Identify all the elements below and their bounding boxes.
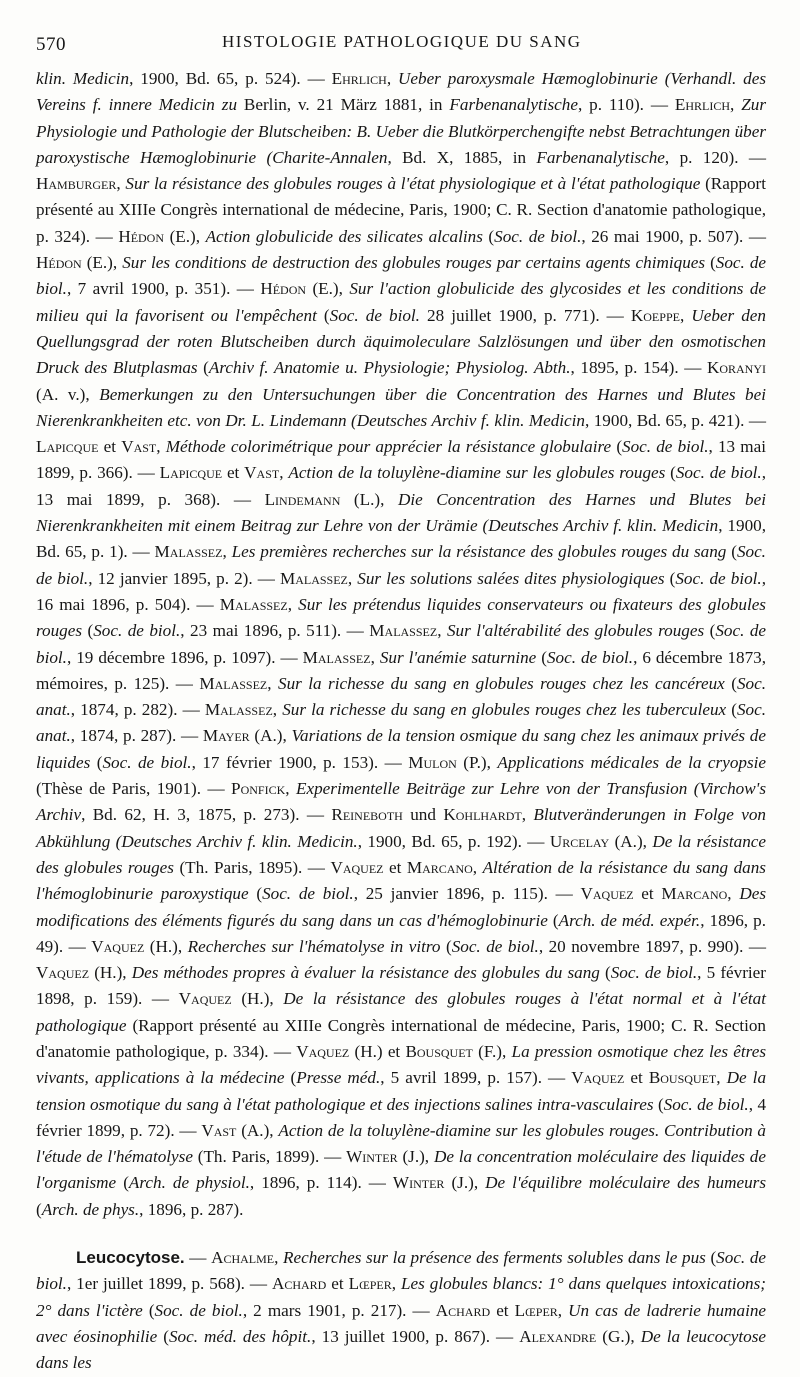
citation-text: , [679, 305, 692, 325]
work-title: Action globulicide des silicates alcalins [205, 226, 483, 246]
author-name: Vast [121, 437, 157, 457]
work-title: Recherches sur la présence des ferments solubles dans le pus [283, 1248, 706, 1268]
citation-text: , 23 mai 1896, p. 511). — [180, 621, 370, 641]
page-header [36, 26, 766, 66]
author-name: Achard [271, 1274, 327, 1294]
citation-text: et [633, 884, 662, 904]
author-name: Lapicque [159, 463, 223, 483]
citation-text: et [624, 1068, 649, 1088]
work-title: Soc. de biol. [36, 542, 766, 588]
author-name: Winter [346, 1147, 398, 1167]
author-name: Urcelay [549, 831, 610, 851]
citation-text: , 6 décembre 1873, mémoires, p. 125). — [36, 647, 767, 693]
author-name: Mayer [202, 726, 250, 746]
work-title: Soc. de biol. [675, 463, 762, 483]
citation-text: (J.), [397, 1147, 434, 1167]
work-title: Soc. méd. des hôpit. [168, 1326, 312, 1346]
work-title: Presse méd. [296, 1068, 381, 1088]
bibliography-paragraph-leucocytose [36, 1245, 766, 1376]
work-title: Soc. de biol. [622, 437, 709, 457]
citation-text: (P.), [456, 752, 498, 772]
citation-text: Berlin, v. 21 März 1881, in [237, 95, 450, 115]
work-title: De la résistance des globules rouges à l'état normal et à l'état pathologique [36, 989, 766, 1035]
citation-text: ( [547, 910, 559, 930]
citation-text: ( [726, 700, 737, 720]
citation-text: , [727, 884, 740, 904]
author-name: Ehrlich [331, 69, 387, 88]
work-title: Sur les solutions salées dites physiologiques [357, 568, 665, 588]
citation-text: (J.), [444, 1173, 486, 1193]
citation-text: ( [724, 673, 737, 693]
work-title: De la tension osmotique du sang à l'état pathologique et des injections salines intra-vasculaires [36, 1068, 767, 1114]
author-name: Marcano [406, 857, 473, 877]
citation-text: , [279, 463, 289, 483]
work-title: Sur les prétendus liquides conservateurs ou fixateurs des globules rouges [36, 594, 766, 641]
work-title: De l'équilibre moléculaire des humeurs [485, 1173, 766, 1193]
author-name: Reineboth [331, 805, 403, 825]
citation-text: , [272, 700, 283, 720]
citation-text: , [285, 779, 297, 799]
work-title: Sur la richesse du sang en globules rouges chez les tuberculeux [282, 700, 727, 720]
author-name: Vaquez [178, 989, 232, 1009]
work-title: Sur l'action globulicide des glycosides et les conditions de milieu qui la favorisent ou l'empêchent [36, 279, 767, 325]
citation-text: (G.), [596, 1326, 641, 1346]
citation-text: , 1895, p. 154). — [570, 358, 707, 378]
citation-text: ( [197, 358, 209, 378]
citation-text: , [391, 1274, 401, 1294]
work-title: Des méthodes propres à évaluer la résistance des globules du sang [131, 963, 600, 983]
citation-text: (H.), [144, 936, 188, 956]
citation-text: , p. 110). — [577, 95, 675, 115]
citation-text: ( [116, 1173, 129, 1193]
citation-text: ( [248, 884, 263, 904]
citation-text: , 12 janvier 1895, p. 2). — [88, 568, 280, 588]
citation-text: (F.), [472, 1041, 512, 1061]
citation-text: (Th. Paris, 1895). — [173, 857, 331, 877]
citation-text: et [490, 1300, 515, 1320]
citation-text: (H.), [231, 989, 284, 1009]
work-title: Soc. de biol. [154, 1300, 243, 1320]
author-name: Hédon [260, 279, 307, 299]
citation-text: ( [316, 305, 330, 325]
citation-text: , 26 mai 1900, p. 507). — [581, 226, 766, 246]
work-title: Soc. de biol. [93, 621, 181, 641]
work-title: Soc. de biol. [675, 568, 762, 588]
work-title: Soc. de biol. [663, 1094, 749, 1114]
citation-text: , [521, 805, 534, 825]
citation-text: , [370, 647, 380, 667]
citation-text: , [287, 594, 299, 614]
author-name: Lœper [348, 1274, 392, 1294]
author-name: Koeppe [630, 305, 680, 325]
page-number: 570 [36, 34, 66, 55]
citation-text: , [472, 857, 483, 877]
author-name: Malassez [154, 542, 223, 562]
citation-text: ( [611, 437, 623, 457]
citation-text: , 1874, p. 287). — [70, 726, 203, 746]
author-name: Malassez [279, 568, 348, 588]
author-name: Vaquez [571, 1068, 625, 1088]
work-title: Blutveränderungen in Folge von Abkühlung (Deutsches Archiv f. klin. Medicin. [36, 805, 767, 851]
citation-text: ( [599, 963, 611, 983]
citation-text: (E.), [306, 279, 350, 299]
citation-text: 28 juillet 1900, p. 771). — [419, 305, 631, 325]
work-title: De la résistance des globules rouges [36, 831, 767, 877]
citation-text: (Thèse de Paris, 1901). — [36, 779, 232, 799]
citation-text: (Rapport présenté au XIIIe Congrès international de médecine, Paris, 1900; C. R. Section d'anatomie pathologique, p. 324). — [36, 174, 766, 246]
citation-text: , 19 décembre 1896, p. 1097). — [66, 647, 303, 667]
work-title: Soc. de biol. [36, 621, 766, 667]
author-name: Bousquet [648, 1068, 717, 1088]
citation-text: — [189, 1248, 212, 1268]
author-name: Achard [435, 1300, 491, 1320]
citation-text: ( [664, 568, 676, 588]
citation-text: , 13 mai 1899, p. 366). — [36, 437, 766, 483]
citation-text: , 1900, Bd. 65, p. 421). — [584, 410, 766, 430]
author-name: Lindemann [264, 489, 341, 509]
author-name: Koranyi [706, 358, 767, 378]
citation-text: , [437, 621, 447, 641]
citation-text: ( [482, 226, 495, 246]
citation-text: et [383, 857, 407, 877]
citation-text: (H.) et [349, 1041, 406, 1061]
citation-text: ( [157, 1326, 169, 1346]
work-title: Soc. de biol. [36, 1248, 767, 1294]
work-title: Farbenanalytische [536, 147, 665, 167]
author-name: Lœper [514, 1300, 558, 1320]
work-title: Soc. de biol. [610, 963, 698, 983]
work-title: Ueber den Quellungsgrad der roten Blutscheiben durch äquimoleculare Salzlösungen und über den osmotischen Druck des Blutplasmas [36, 305, 766, 378]
work-title: Sur l'anémie saturnine [379, 647, 537, 667]
citation-text: , [156, 437, 166, 457]
author-name: Bousquet [405, 1041, 473, 1061]
work-title: Arch. de physiol. [128, 1173, 250, 1193]
citation-text: , 2 mars 1901, p. 217). — [242, 1300, 436, 1320]
citation-text: , 17 février 1900, p. 153). — [191, 752, 409, 772]
work-title: Des modifications des éléments figurés du sang dans un cas d'hémoglobinurie [36, 884, 766, 930]
author-name: Hédon [36, 253, 82, 273]
author-name: Mulon [408, 752, 457, 772]
citation-text: (L.), [340, 489, 398, 509]
citation-text: (A. v.), [36, 384, 100, 404]
citation-text: , 7 avril 1900, p. 351). — [66, 279, 261, 299]
work-title: Zur Physiologie und Pathologie der Blutscheiben: B. Ueber die Blutkörperchengifte nebst Betrachtungen über paroxystische Hæmoglobinurie (Charite-Annalen [36, 95, 766, 167]
work-title: Soc. de biol. [451, 936, 539, 956]
bibliography-paragraph [36, 66, 766, 1223]
citation-text: , 25 janvier 1896, p. 115). — [353, 884, 581, 904]
citation-text: ( [82, 621, 94, 641]
section-title: Leucocytose. [76, 1248, 185, 1268]
citation-text: , [267, 673, 278, 693]
work-title: Ueber paroxysmale Hæmoglobinurie (Verhandl. des Vereins f. innere Medicin zu [36, 69, 767, 115]
work-title: Altération de la résistance du sang dans l'hémoglobinurie paroxystique [36, 857, 766, 904]
citation-text: ( [653, 1094, 664, 1114]
author-name: Malassez [302, 647, 371, 667]
citation-text: (A.), [609, 831, 653, 851]
citation-text: , Bd. 62, H. 3, 1875, p. 273). — [81, 805, 332, 825]
author-name: Vaquez [580, 884, 634, 904]
work-title: klin. Medicin [36, 69, 130, 88]
author-name: Malassez [369, 621, 438, 641]
work-title: Die Concentration des Harnes und Blutes bei Nierenkrankheiten mit einem Beitrag zur Lehre von der Urämie (Deutsches Archiv f. klin. Medicin [36, 489, 766, 536]
citation-text: ( [536, 647, 547, 667]
citation-text: , Bd. X, 1885, in [387, 147, 537, 167]
author-name: Alexandre [519, 1326, 597, 1346]
citation-text: (A.), [236, 1120, 279, 1140]
citation-text: , 1900, Bd. 65, p. 192). — [357, 831, 550, 851]
work-title: De la concentration moléculaire des liquides de l'organisme [36, 1147, 766, 1193]
author-name: Vaquez [330, 857, 384, 877]
citation-text: ( [665, 463, 676, 483]
running-title: HISTOLOGIE PATHOLOGIQUE DU SANG [222, 32, 582, 51]
author-name: Winter [392, 1173, 445, 1193]
work-title: Soc. de biol. [546, 647, 634, 667]
citation-text: , [116, 174, 126, 194]
work-title: Arch. de méd. expér. [558, 910, 701, 930]
citation-text: ( [704, 621, 716, 641]
bibliography-body [36, 66, 766, 1377]
work-title: Sur l'altérabilité des globules rouges [446, 621, 705, 641]
work-title: Soc. de biol. [329, 305, 420, 325]
author-name: Lapicque [36, 437, 99, 457]
citation-text: (Rapport présenté au XIIIe Congrès international de médecine, Paris, 1900; C. R. Section d'anatomie pathologique, p. 334). — [36, 1015, 766, 1061]
work-title: Archiv f. Anatomie u. Physiologie; Physiolog. Abth. [208, 358, 571, 378]
work-title: Sur la richesse du sang en globules rouges chez les cancéreux [278, 673, 725, 693]
work-title: Sur les conditions de destruction des globules rouges par certains agents chimiques [122, 253, 706, 273]
work-title: La pression osmotique chez les êtres vivants, applications à la médecine [36, 1041, 766, 1088]
author-name: Marcano [661, 884, 728, 904]
citation-text: , 4 février 1899, p. 72). — [36, 1094, 767, 1140]
author-name: Vaquez [296, 1041, 350, 1061]
work-title: De la leucocytose dans les [36, 1326, 767, 1373]
citation-text: ( [705, 1248, 717, 1268]
citation-text: und [402, 805, 444, 825]
work-title: Action de la toluylène-diamine sur les globules rouges [288, 463, 666, 483]
citation-text: ( [440, 936, 452, 956]
work-title: Sur la résistance des globules rouges à l'état physiologique et à l'état pathologique [125, 174, 701, 194]
citation-text: (A.), [249, 726, 292, 746]
work-title: Méthode colorimétrique pour apprécier la résistance globulaire [165, 437, 612, 457]
author-name: Ponfick [231, 779, 286, 799]
work-title: Variations de la tension osmique du sang chez les animaux privés de liquides [36, 726, 766, 772]
citation-text: et [98, 437, 122, 457]
citation-text: ( [284, 1068, 297, 1088]
citation-text: , [716, 1068, 727, 1088]
citation-text: ( [90, 752, 103, 772]
citation-text: ( [705, 253, 716, 273]
citation-text: , 13 juillet 1900, p. 867). — [311, 1326, 520, 1346]
citation-text: et [326, 1274, 349, 1294]
citation-text: , [386, 69, 399, 88]
author-name: Kohlhardt [443, 805, 522, 825]
work-title: Action de la toluylène-diamine sur les globules rouges. Contribution à l'étude de l'hématolyse [36, 1120, 766, 1167]
author-name: Ehrlich [674, 95, 731, 115]
citation-text: , [730, 95, 742, 115]
citation-text: , [347, 568, 358, 588]
work-title: Soc. de biol. [494, 226, 582, 246]
work-title: Soc. de biol. [102, 752, 192, 772]
work-title: Farbenanalytische [449, 95, 578, 115]
citation-text: , 16 mai 1896, p. 504). — [36, 568, 766, 614]
citation-text: (E.), [164, 226, 206, 246]
work-title: Arch. de phys. [41, 1199, 140, 1219]
citation-text: et [222, 463, 245, 483]
work-title: Soc. de biol. [36, 253, 766, 299]
citation-text: ( [726, 542, 737, 562]
author-name: Vast [201, 1120, 237, 1140]
citation-text: , 1874, p. 282). — [70, 700, 205, 720]
citation-text: (Th. Paris, 1899). — [192, 1147, 347, 1167]
citation-text: ( [142, 1300, 155, 1320]
work-title: Recherches sur l'hématolyse in vitro [187, 936, 441, 956]
work-title: Les premières recherches sur la résistance des globules rouges du sang [231, 542, 727, 562]
citation-text: , [557, 1300, 569, 1320]
citation-text: , 1896, p. 49). — [36, 910, 766, 956]
citation-text: , 20 novembre 1897, p. 990). — [538, 936, 766, 956]
citation-text: ( [36, 1199, 42, 1219]
work-title: Soc. de biol. [262, 884, 354, 904]
author-name: Malassez [204, 700, 273, 720]
author-name: Vast [244, 463, 280, 483]
author-name: Vaquez [36, 963, 90, 983]
citation-text: , [274, 1248, 284, 1268]
citation-text: , 5 février 1898, p. 159). — [36, 963, 766, 1009]
citation-text: , 1er juillet 1899, p. 568). — [66, 1274, 272, 1294]
work-title: Applications médicales de la cryopsie [497, 752, 766, 772]
citation-text: , p. 120). — [664, 147, 766, 167]
work-title: Soc. anat. [36, 673, 766, 720]
citation-text: , 1896, p. 114). — [249, 1173, 393, 1193]
author-name: Achalme [211, 1248, 275, 1268]
author-name: Malassez [219, 594, 288, 614]
work-title: Experimentelle Beiträge zur Lehre von der Transfusion (Virchow's Archiv [36, 779, 766, 825]
citation-text: , [222, 542, 232, 562]
author-name: Hédon [118, 226, 165, 246]
citation-text: , 1900, Bd. 65, p. 524). — [129, 69, 332, 88]
work-title: Soc. anat. [36, 700, 767, 746]
work-title: Les globules blancs: 1° dans quelques intoxications; 2° dans l'ictère [36, 1274, 766, 1320]
author-name: Hamburger [36, 174, 117, 194]
citation-text: , 5 avril 1899, p. 157). — [380, 1068, 572, 1088]
work-title: Un cas de ladrerie humaine avec éosinophilie [36, 1300, 767, 1346]
citation-text: , 1900, Bd. 65, p. 1). — [36, 516, 766, 562]
citation-text: (E.), [81, 253, 123, 273]
author-name: Vaquez [91, 936, 145, 956]
work-title: Bemerkungen zu den Untersuchungen über die Concentration des Harnes und Blutes bei Nierenkrankheiten etc. von Dr. L. Lindemann (Deutsches Archiv f. klin. Medicin [36, 384, 766, 430]
author-name: Malassez [199, 673, 268, 693]
citation-text: (H.), [89, 963, 132, 983]
citation-text: , 1896, p. 287). [139, 1199, 244, 1219]
citation-text: , 13 mai 1899, p. 368). — [36, 463, 766, 509]
